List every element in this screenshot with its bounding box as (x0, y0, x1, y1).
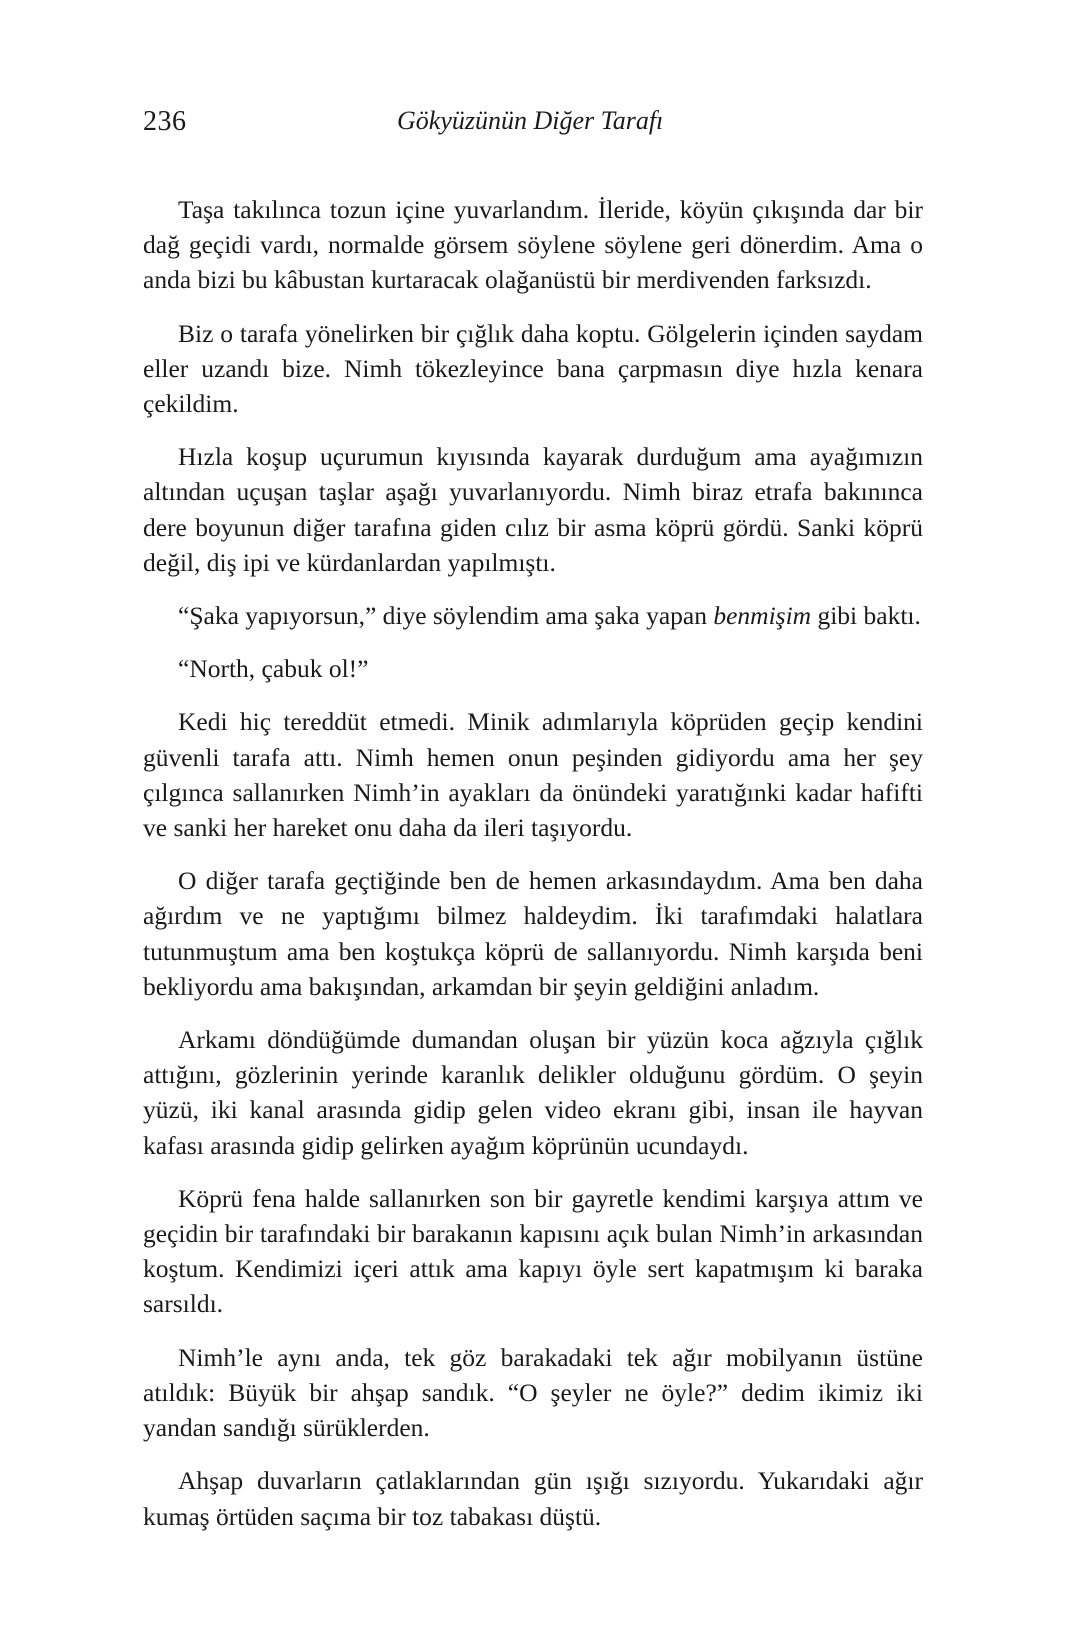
paragraph-4 (143, 598, 923, 633)
paragraph-11: Ahşap duvarların çatlaklarından gün ışığı sızıyordu. Yukarıdaki ağır kumaş örtüden saçıma bir toz tabakası düştü. (143, 1466, 923, 1531)
paragraph-6: Kedi hiç tereddüt etmedi. Minik adımlarıyla köprüden geçip kendini güvenli tarafa attı. Nimh hemen onun peşinden gidiyordu ama her şey çılgınca sallanırken Nimh’in ayakları da önündeki yaratığınki kadar hafifti ve sanki her hareket onu daha da ileri taşıyordu. (143, 707, 923, 843)
page-number: 236 (143, 106, 187, 137)
paragraph-2: Biz o tarafa yönelirken bir çığlık daha koptu. Gölgelerin içinden saydam eller uzandı bize. Nimh tökezleyince bana çarpmasın diye hızla kenara çekildim. (143, 318, 923, 419)
paragraph-10: Nimh’le aynı anda, tek göz barakadaki tek ağır mobilyanın üstüne atıldık: Büyük bir ahşap sandık. “O şeyler ne öyle?” dedim ikimiz iki yandan sandığı sürüklerden. (143, 1342, 923, 1443)
page-header (143, 106, 923, 146)
paragraph-3: Hızla koşup uçurumun kıyısında kayarak durduğum ama ayağımızın altından uçuşan taşlar aşağı yuvarlanıyordu. Nimh biraz etrafa bakınınca dere boyunun diğer tarafına giden cılız bir asma köprü gördü. Sanki köprü değil, diş ipi ve kürdanlardan yapılmıştı. (143, 442, 923, 577)
paragraph-9: Köprü fena halde sallanırken son bir gayretle kendimi karşıya attım ve geçidin bir tarafındaki bir barakanın kapısını açık bulan Nimh’in arkasından koştum. Kendimizi içeri attık ama kapıyı öyle sert kapatmışım ki baraka sarsıldı. (143, 1183, 923, 1319)
body-text (143, 192, 923, 1552)
paragraph-4-emphasis: benmişim (713, 601, 812, 631)
running-title: Gökyüzünün Diğer Tarafı (397, 106, 664, 135)
paragraph-8: Arkamı döndüğümde dumandan oluşan bir yüzün koca ağzıyla çığlık attığını, gözlerinin yerinde karanlık delikler olduğunu gördüm. O şeyin yüzü, iki kanal arasında gidip gelen video ekranı gibi, insan ile hayvan kafası arasında gidip gelirken ayağım köprünün ucundaydı. (143, 1025, 923, 1160)
paragraph-1: Taşa takılınca tozun içine yuvarlandım. İleride, köyün çıkışında dar bir dağ geçidi vardı, normalde görsem söylene söylene geri dönerdim. Ama o anda bizi bu kâbustan kurtaracak olağanüstü bir merdivenden farksızdı. (143, 195, 923, 295)
paragraph-4-before: “Şaka yapıyorsun,” diye söylendim ama şaka yapan (178, 601, 714, 631)
paragraph-5: “North, çabuk ol!” (178, 654, 369, 684)
paragraph-7: O diğer tarafa geçtiğinde ben de hemen arkasındaydım. Ama ben daha ağırdım ve ne yaptığımı bilmez haldeydim. İki tarafımdaki halatlara tutunmuştum ama ben koştukça köprü de sallanıyordu. Nimh karşıda beni bekliyordu ama bakışından, arkamdan bir şeyin geldiğini anladım. (143, 866, 923, 1001)
paragraph-4-after: gibi baktı. (811, 601, 921, 631)
